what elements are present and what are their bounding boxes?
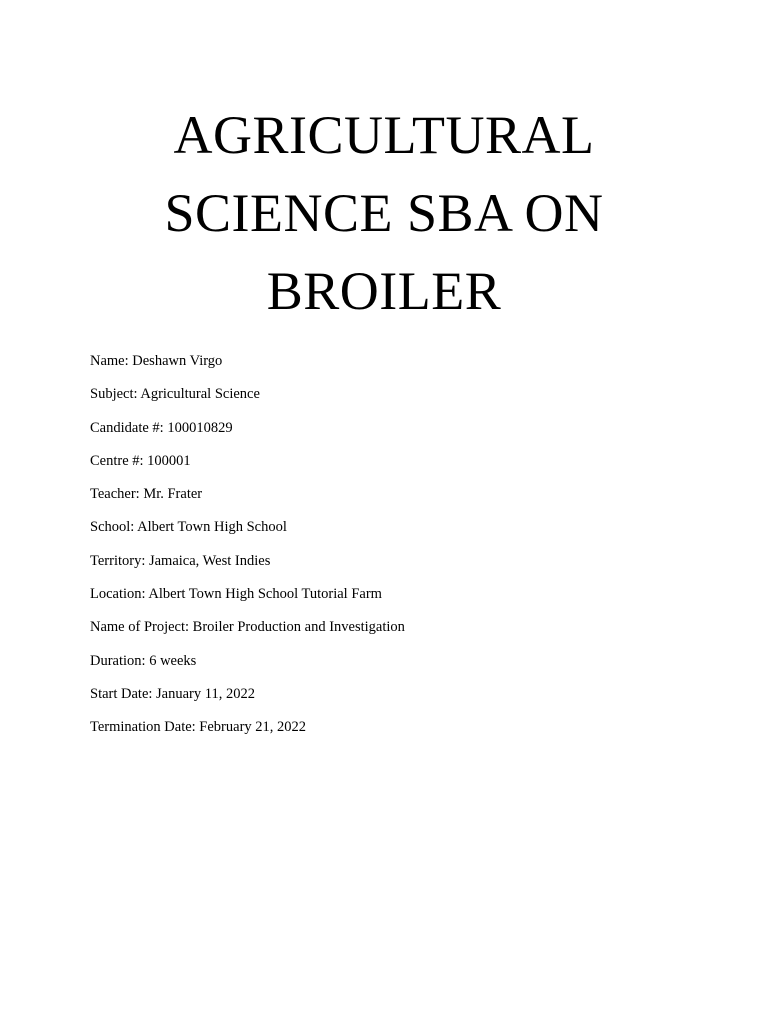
duration-field: Duration: 6 weeks <box>90 652 197 669</box>
school-field: School: Albert Town High School <box>90 519 287 536</box>
territory-field: Territory: Jamaica, West Indies <box>90 552 271 569</box>
centre-number-field: Centre #: 100001 <box>90 452 191 469</box>
project-details <box>90 350 730 750</box>
title-line: BROILER <box>266 261 502 321</box>
candidate-number-field: Candidate #: 100010829 <box>90 419 233 436</box>
project-name-field: Name of Project: Broiler Production and Investigation <box>90 619 405 636</box>
teacher-field: Teacher: Mr. Frater <box>90 486 203 503</box>
title-line: AGRICULTURAL <box>173 105 595 165</box>
start-date-field: Start Date: January 11, 2022 <box>90 685 255 702</box>
termination-date-field: Termination Date: February 21, 2022 <box>90 719 307 736</box>
title-line: SCIENCE SBA ON <box>164 183 604 243</box>
subject-field: Subject: Agricultural Science <box>90 386 260 403</box>
document-title <box>0 96 768 330</box>
location-field: Location: Albert Town High School Tutorial Farm <box>90 586 382 603</box>
name-field: Name: Deshawn Virgo <box>90 353 223 369</box>
